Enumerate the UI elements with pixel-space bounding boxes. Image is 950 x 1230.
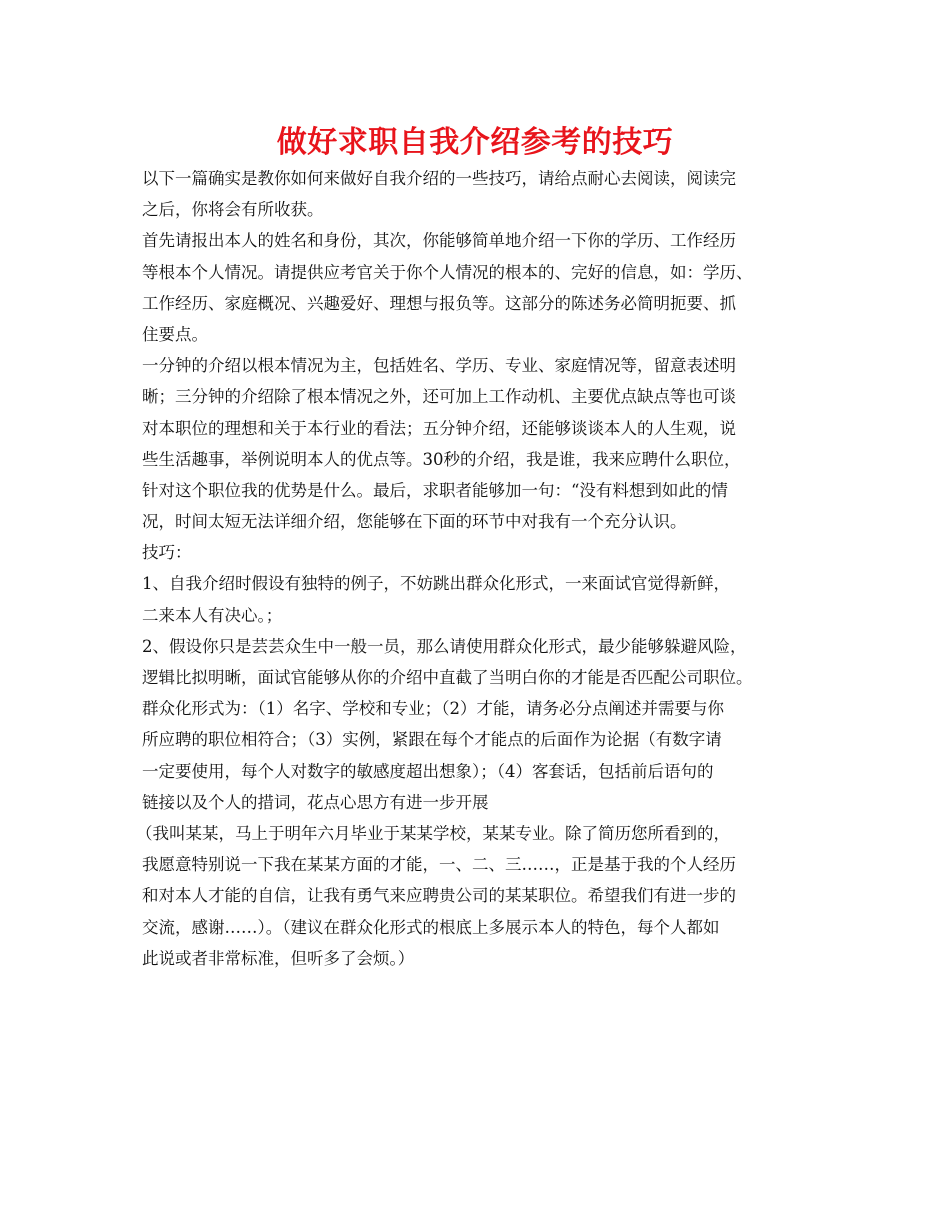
body-line: 此说或者非常标准，但听多了会烦。） [142,948,415,968]
body-line: 晰；三分钟的介绍除了根本情况之外，还可加上工作动机、主要优点缺点等也可谈 [142,387,736,407]
body-line: 群众化形式为：（1）名字、学校和专业；（2）才能，请务必分点阐述并需要与你 [142,699,724,719]
body-line: 一定要使用，每个人对数字的敏感度超出想象）；（4）客套话，包括前后语句的 [142,761,714,781]
body-line: 链接以及个人的措词，花点心思方有进一步开展 [142,792,489,812]
body-line: 之后，你将会有所收获。 [142,200,324,220]
body-line: 住要点。 [142,324,208,344]
body-line: 和对本人才能的自信，让我有勇气来应聘贵公司的某某职位。希望我们有进一步的 [142,886,736,906]
body-line: 技巧： [142,543,192,563]
body-line: 一分钟的介绍以根本情况为主，包括姓名、学历、专业、家庭情况等，留意表述明 [142,356,736,376]
body-line: 况，时间太短无法详细介绍，您能够在下面的环节中对我有一个充分认识。 [142,512,687,532]
document-title: 做好求职自我介绍参考的技巧 [276,125,674,160]
body-line: 工作经历、家庭概况、兴趣爱好、理想与报负等。这部分的陈述务必简明扼要、抓 [142,293,736,313]
body-line: 逻辑比拟明晰，面试官能够从你的介绍中直截了当明白你的才能是否匹配公司职位。 [142,668,753,687]
body-line: 我愿意特别说一下我在某某方面的才能，一、二、三……，正是基于我的个人经历 [142,855,736,875]
body-line: 二来本人有决心。； [142,605,283,625]
body-line: 交流，感谢……）。（建议在群众化形式的根底上多展示本人的特色，每个人都如 [142,917,720,937]
body-line: 首先请报出本人的姓名和身份，其次，你能够简单地介绍一下你的学历、工作经历 [142,231,736,251]
body-line: 以下一篇确实是教你如何来做好自我介绍的一些技巧，请给点耐心去阅读，阅读完 [142,169,736,188]
body-line: 等根本个人情况。请提供应考官关于你个人情况的根本的、完好的信息，如：学历、 [142,262,753,282]
body-line: 1、自我介绍时假设有独特的例子，不妨跳出群众化形式，一来面试官觉得新鲜， [142,574,730,594]
body-line: 2、假设你只是芸芸众生中一般一员，那么请使用群众化形式，最少能够躲避风险， [142,636,747,656]
document-body [136,163,822,974]
body-line: 些生活趣事，举例说明本人的优点等。30秒的介绍，我是谁，我来应聘什么职位， [142,449,741,469]
body-line: （我叫某某，马上于明年六月毕业于某某学校，某某专业。除了简历您所看到的， [136,823,730,843]
body-line: 对本职位的理想和关于本行业的看法；五分钟介绍，还能够谈谈本人的人生观，说 [142,418,736,438]
body-line: 针对这个职位我的优势是什么。最后，求职者能够加一句：“没有料想到如此的情 [142,480,728,500]
body-line: 所应聘的职位相符合；（3）实例，紧跟在每个才能点的后面作为论据（有数字请 [142,730,722,750]
